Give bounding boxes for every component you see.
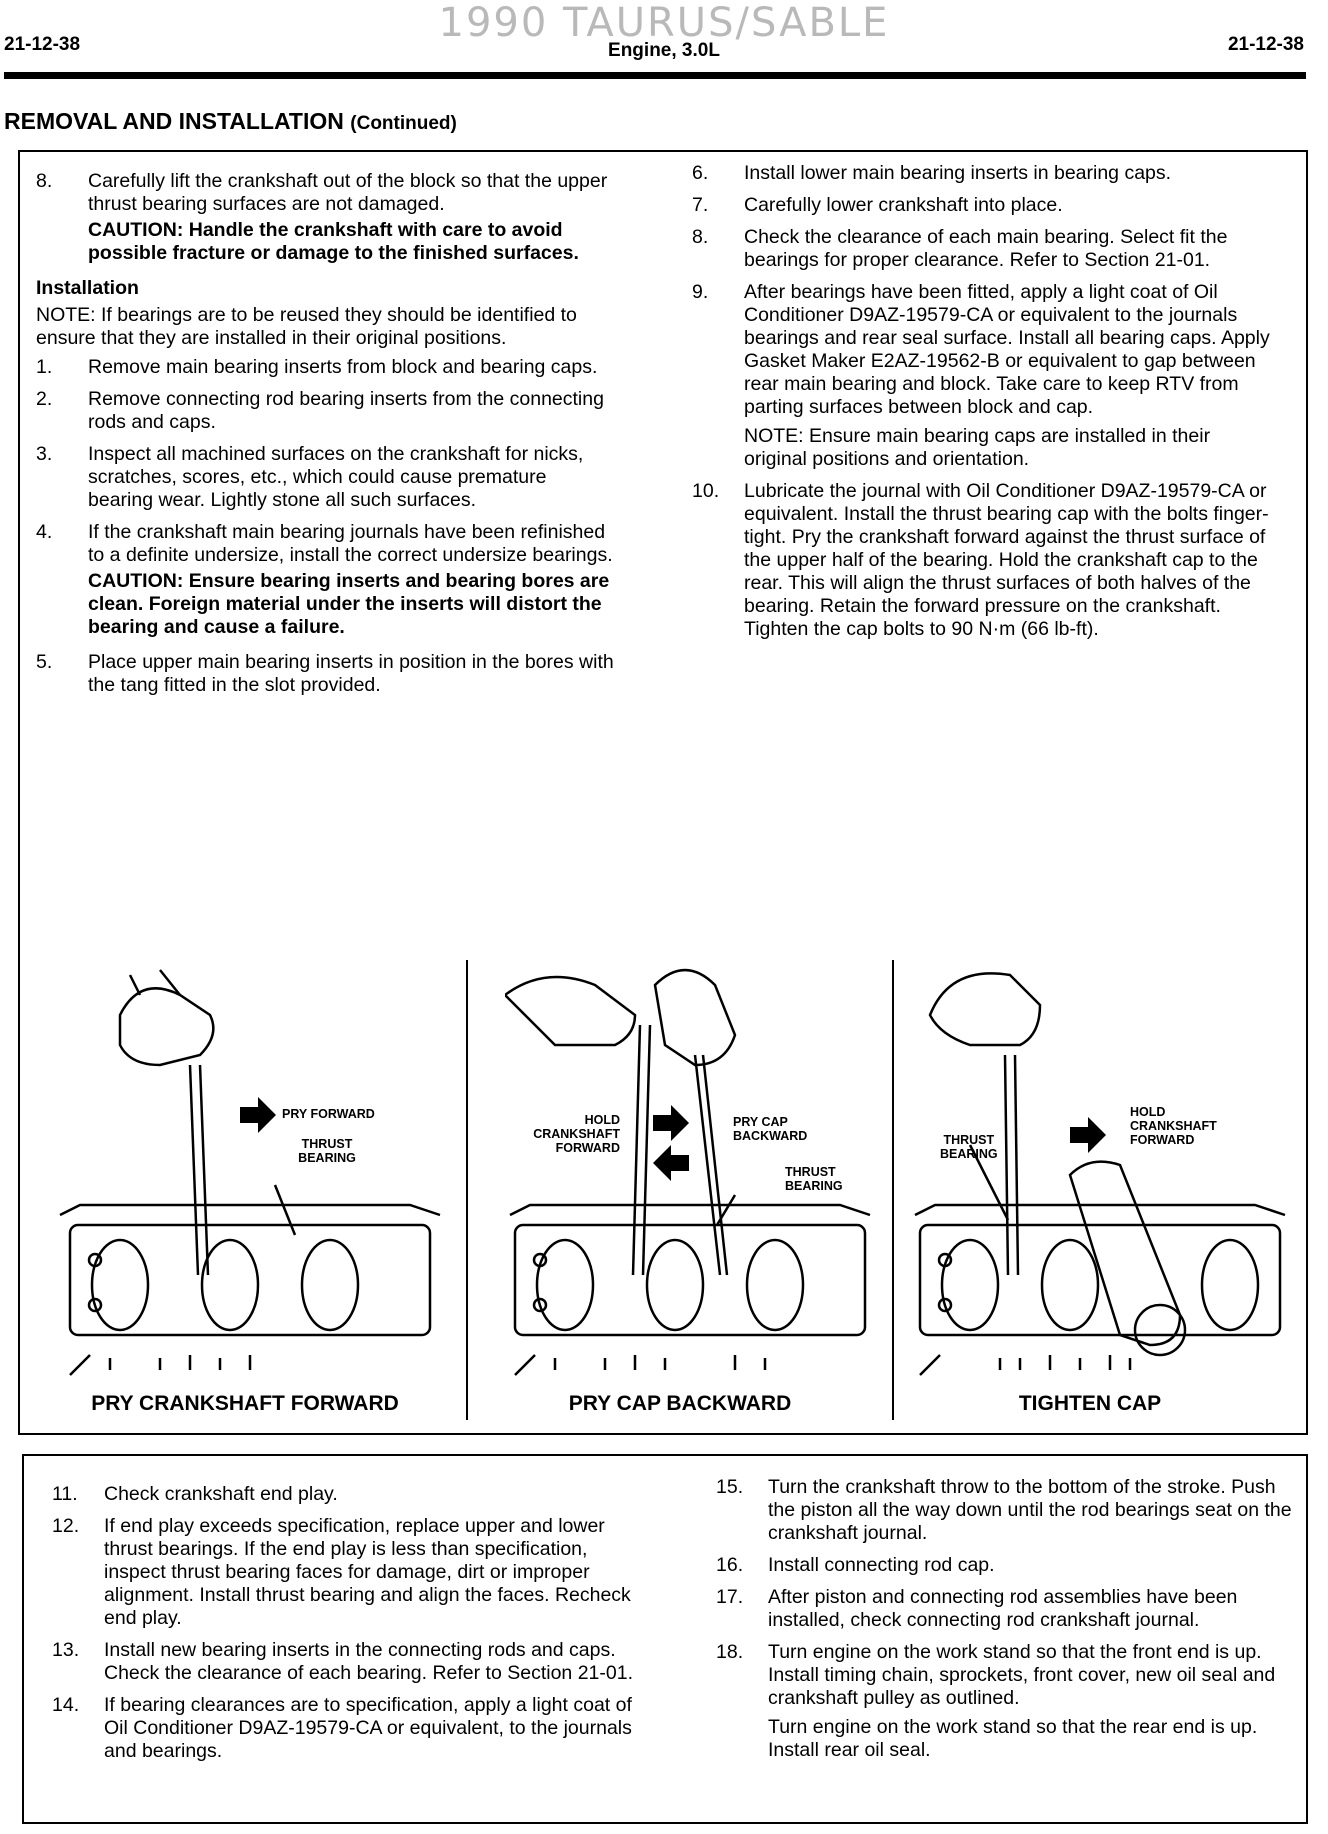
label-bearing: BEARING: [940, 1147, 998, 1161]
label-thrust: THRUST: [301, 1137, 353, 1151]
label-forward: FORWARD: [1130, 1133, 1195, 1147]
pry-bar: [190, 1065, 198, 1275]
step-number: 11.: [52, 1483, 78, 1505]
thrust-bearing-leader: [275, 1185, 295, 1235]
step-2: [36, 388, 616, 434]
label-hold: HOLD: [1130, 1105, 1166, 1119]
arrow-forward-icon: [240, 1097, 276, 1133]
step-text: Inspect all machined surfaces on the crankshaft for nicks, scratches, scores, etc., which could cause premature bearing wear. Lightly stone all such surfaces.: [88, 443, 584, 511]
section-title: [4, 108, 457, 135]
label-pry-forward: PRY FORWARD: [282, 1107, 375, 1121]
figure-pry-crankshaft-forward: [50, 955, 460, 1385]
step-number: 14.: [52, 1694, 80, 1716]
step-number: 18.: [716, 1641, 744, 1663]
pry-bar: [1005, 1055, 1008, 1275]
step-text: Install new bearing inserts in the connecting rods and caps. Check the clearance of each bearing. Refer to Section 21-01.: [104, 1639, 633, 1684]
hand-shape: [930, 973, 1040, 1045]
step-number: 2.: [36, 388, 53, 410]
note-text: NOTE: Ensure main bearing caps are installed in their original positions and orientation.: [744, 425, 1211, 470]
label-thrust-bearing: [785, 1165, 843, 1193]
hand-shape: [505, 977, 635, 1045]
label-thrust-bearing: [940, 1133, 998, 1161]
figure-pry-cap-backward: [505, 955, 885, 1385]
label-hold: HOLD: [584, 1113, 620, 1127]
caption-pry-cap-backward: PRY CAP BACKWARD: [568, 1392, 792, 1415]
figure-divider: [892, 960, 894, 1420]
section-continued: (Continued): [350, 113, 457, 134]
step-9: [692, 281, 1276, 471]
manual-title: 1990 TAURUS/SABLE: [438, 0, 890, 46]
step-number: 16.: [716, 1554, 744, 1576]
label-pry-cap: PRY CAP: [733, 1115, 788, 1129]
step-text: Check crankshaft end play.: [104, 1483, 338, 1505]
step-number: 8.: [36, 170, 53, 192]
step-6: [692, 162, 1276, 185]
arrow-backward-icon: [653, 1145, 689, 1181]
page-number-right: 21-12-38: [1227, 34, 1304, 55]
step-number: 8.: [692, 226, 709, 248]
label-crankshaft: CRANKSHAFT: [1130, 1119, 1217, 1133]
label-backward: BACKWARD: [733, 1129, 808, 1143]
step-18: [716, 1641, 1294, 1762]
upper-left-column: [36, 170, 616, 706]
step-paragraph: Turn engine on the work stand so that the rear end is up. Install rear oil seal.: [768, 1716, 1258, 1761]
label-bearing: BEARING: [298, 1151, 356, 1165]
label-forward: FORWARD: [555, 1141, 620, 1155]
step-text: If the crankshaft main bearing journals have been refinished to a definite undersize, install the correct undersize bearings.: [88, 521, 613, 566]
step-text: Lubricate the journal with Oil Conditioner D9AZ-19579-CA or equivalent. Install the thrust bearing cap with the bolts finger-tight. Pry the crankshaft forward against the thrust surface of the upper half of the bearing. Hold the crankshaft cap to the rear. This will align the thrust surfaces of both halves of the bearing. Retain the forward pressure on the crankshaft. Tighten the cap bolts to 90 N·m (66 lb-ft).: [744, 480, 1269, 640]
step-16: [716, 1554, 1294, 1577]
step-5: [36, 651, 616, 697]
label-thrust-bearing: [292, 1137, 362, 1165]
caution-text: CAUTION: Handle the crankshaft with care to avoid possible fracture or damage to the finished surfaces.: [88, 219, 579, 264]
step-number: 4.: [36, 521, 53, 543]
label-thrust: THRUST: [785, 1165, 836, 1179]
step-text: Turn engine on the work stand so that the front end is up. Install timing chain, sprockets, front cover, new oil seal and crankshaft pulley as outlined.: [768, 1641, 1276, 1709]
torque-wrench-shape: [1070, 1162, 1180, 1345]
step-text: Remove main bearing inserts from block and bearing caps.: [88, 356, 598, 378]
label-hold-crankshaft-forward: [1130, 1105, 1217, 1147]
step-text: If bearing clearances are to specification, apply a light coat of Oil Conditioner D9AZ-19579-CA or equivalent, to the journals and bearings.: [104, 1694, 632, 1762]
hand-shape: [655, 970, 735, 1065]
step-number: 7.: [692, 194, 709, 216]
step-number: 13.: [52, 1639, 80, 1661]
caption-tighten-cap: TIGHTEN CAP: [1018, 1392, 1162, 1415]
step-number: 9.: [692, 281, 709, 303]
header-rule: [4, 72, 1306, 79]
step-17: [716, 1586, 1294, 1632]
step-number: 3.: [36, 443, 53, 465]
step-text: After piston and connecting rod assemblies have been installed, check connecting rod crankshaft journal.: [768, 1586, 1238, 1631]
label-crankshaft: CRANKSHAFT: [533, 1127, 620, 1141]
step-15: [716, 1476, 1294, 1545]
step-number: 17.: [716, 1586, 744, 1608]
step-text: Remove connecting rod bearing inserts from the connecting rods and caps.: [88, 388, 604, 433]
step-text: After bearings have been fitted, apply a light coat of Oil Conditioner D9AZ-19579-CA or equivalent to the journals bearings and rear seal surface. Install all bearing caps. Apply Gasket Maker E2AZ-19562-B or equivalent to gap between rear main bearing and block. Take care to keep RTV from parting surfaces between block and cap.: [744, 281, 1270, 418]
step-text: If end play exceeds specification, replace upper and lower thrust bearings. If the end play is less than specification, inspect thrust bearing faces for damage, dirt or improper alignment. Install thrust bearing and align the faces. Recheck end play.: [104, 1515, 631, 1629]
label-bearing: BEARING: [785, 1179, 843, 1193]
installation-note: NOTE: If bearings are to be reused they should be identified to ensure that they are installed in their original positions.: [36, 304, 577, 349]
crankshaft-illustration-1: [50, 955, 460, 1385]
step-7: [692, 194, 1276, 217]
step-8: [692, 226, 1276, 272]
installation-heading: Installation: [36, 277, 139, 299]
pry-bar: [633, 1025, 640, 1275]
step-10: [692, 480, 1276, 641]
step-text: Carefully lift the crankshaft out of the block so that the upper thrust bearing surfaces are not damaged.: [88, 170, 608, 215]
step-text: Place upper main bearing inserts in position in the bores with the tang fitted in the slot provided.: [88, 651, 614, 696]
step-text: Install lower main bearing inserts in bearing caps.: [744, 162, 1172, 184]
caption-pry-crankshaft-forward: PRY CRANKSHAFT FORWARD: [91, 1392, 399, 1415]
step-number: 1.: [36, 356, 53, 378]
step-11: [52, 1483, 634, 1506]
step-3: [36, 443, 616, 512]
step-number: 12.: [52, 1515, 80, 1537]
step-text: Turn the crankshaft throw to the bottom of the stroke. Push the piston all the way down until the rod bearings seat on the crankshaft journal.: [768, 1476, 1292, 1544]
manual-subtitle: Engine, 3.0L: [608, 40, 720, 61]
step-1: [36, 356, 616, 379]
figure-divider: [466, 960, 468, 1420]
crankshaft-illustration-3: [910, 955, 1300, 1385]
step-text: Check the clearance of each main bearing. Select fit the bearings for proper clearance. Refer to Section 21-01.: [744, 226, 1228, 271]
step-8-removal: [36, 170, 616, 268]
lower-right-column: [716, 1476, 1294, 1771]
step-number: 10.: [692, 480, 720, 502]
label-pry-cap-backward: [733, 1115, 807, 1143]
arrow-forward-icon: [1070, 1117, 1106, 1153]
page-number-left: 21-12-38: [4, 34, 81, 55]
step-4: [36, 521, 616, 642]
step-number: 6.: [692, 162, 709, 184]
step-text: Install connecting rod cap.: [768, 1554, 995, 1576]
caution-text: CAUTION: Ensure bearing inserts and bearing bores are clean. Foreign material under the inserts will distort the bearing and cause a failure.: [88, 570, 610, 638]
section-title-text: REMOVAL AND INSTALLATION: [4, 108, 344, 134]
lower-left-column: [52, 1483, 634, 1772]
upper-right-column: [692, 162, 1276, 650]
step-number: 5.: [36, 651, 53, 673]
step-text: Carefully lower crankshaft into place.: [744, 194, 1063, 216]
step-number: 15.: [716, 1476, 744, 1498]
step-14: [52, 1694, 634, 1763]
step-12: [52, 1515, 634, 1630]
arrow-forward-icon: [653, 1105, 689, 1141]
label-hold-crankshaft-forward: [505, 1113, 620, 1155]
hand-shape: [120, 988, 213, 1065]
step-13: [52, 1639, 634, 1685]
label-thrust: THRUST: [943, 1133, 995, 1147]
figure-tighten-cap: [910, 955, 1300, 1385]
